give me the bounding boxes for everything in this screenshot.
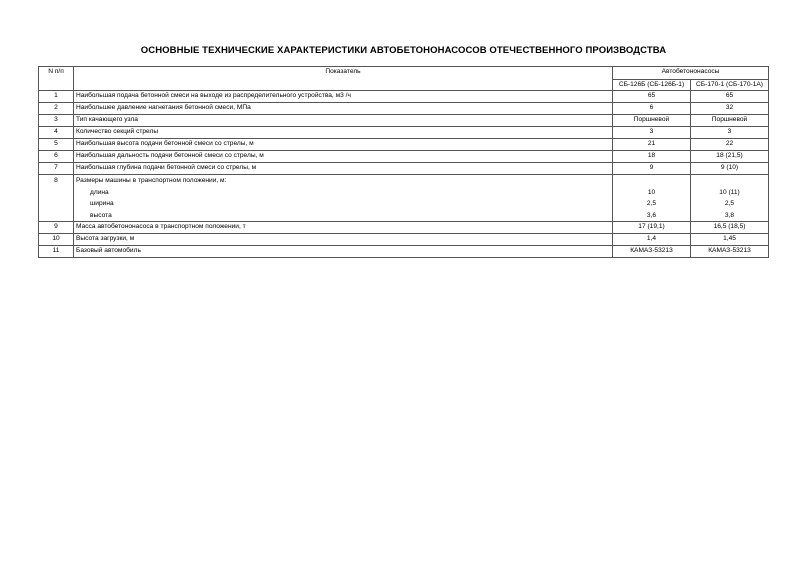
row-value-1: Поршневой [613,115,691,127]
table-row [39,163,769,175]
row-name: Базовый автомобиль [74,246,613,258]
row-name: Наибольшая глубина подачи бетонной смеси со стрелы, м [74,163,613,175]
row-value-1: 21 [613,139,691,151]
row-num: 5 [39,139,74,151]
row-value-2: 16,5 (18,5) [691,222,769,234]
table-row [39,115,769,127]
sub-item-length: длина [90,188,109,196]
table-row [39,139,769,151]
width-value-1: 2,5 [646,200,657,207]
row-value-2: 65 [691,91,769,103]
row-num: 8 [39,175,74,222]
row-value-1: 18 [613,151,691,163]
row-value-1 [613,175,691,222]
row-name: Высота загрузки, м [74,234,613,246]
spec-table [38,66,769,258]
row-value-2 [691,175,769,222]
row-value-2: 1,45 [691,234,769,246]
row-value-2: 9 (10) [691,163,769,175]
row-name: Количество секций стрелы [74,127,613,139]
row-value-1: 9 [613,163,691,175]
row-num: 7 [39,163,74,175]
row-name: Масса автобетононасоса в транспортном положении, т [74,222,613,234]
row-name: Наибольшая высота подачи бетонной смеси со стрелы, м [74,139,613,151]
row-num: 9 [39,222,74,234]
header-group: Автобетононасосы [613,67,769,80]
header-num: N п/п [39,67,74,91]
height-value-1: 3,6 [646,211,657,219]
sub-item-width: ширина [90,200,114,207]
row-num: 1 [39,91,74,103]
row-value-2: 18 (21,5) [691,151,769,163]
row-value-2: 22 [691,139,769,151]
length-value-2: 10 (11) [719,188,740,196]
row-value-1: 65 [613,91,691,103]
table-row [39,246,769,258]
row-num: 11 [39,246,74,258]
table-row [39,127,769,139]
height-value-2: 3,8 [724,211,735,219]
row-value-1: 1,4 [613,234,691,246]
row-name: Наибольшее давление нагнетания бетонной смеси, МПа [74,103,613,115]
row-num: 3 [39,115,74,127]
row-name: Наибольшая подача бетонной смеси на выходе из распределительного устройства, м3 /ч [74,91,613,103]
length-value-1: 10 [647,188,656,196]
dimensions-label: Размеры машины в транспортном положении, м: [76,177,227,184]
row-value-1: 17 (19,1) [613,222,691,234]
row-num: 6 [39,151,74,163]
row-value-1: 3 [613,127,691,139]
table-row [39,103,769,115]
table-row [39,222,769,234]
row-name [74,175,613,222]
width-value-2: 2,5 [724,200,735,207]
row-value-2: 32 [691,103,769,115]
row-num: 2 [39,103,74,115]
table-row [39,234,769,246]
header-model-2: СБ-170-1 (СБ-170-1А) [691,80,769,91]
row-value-1: КАМАЗ-53213 [613,246,691,258]
row-value-2: 3 [691,127,769,139]
row-num: 10 [39,234,74,246]
row-name: Тип качающего узла [74,115,613,127]
table-row-dimensions [39,175,769,222]
table-header-row [39,67,769,80]
row-name: Наибольшая дальность подачи бетонной смеси со стрелы, м [74,151,613,163]
row-value-1: 6 [613,103,691,115]
table-row [39,91,769,103]
row-value-2: КАМАЗ-53213 [691,246,769,258]
header-model-1: СБ-126Б (СБ-126Б-1) [613,80,691,91]
row-num: 4 [39,127,74,139]
header-indicator: Показатель [74,67,613,91]
row-value-2: Поршневой [691,115,769,127]
sub-item-height: высота [90,211,112,219]
page-title: ОСНОВНЫЕ ТЕХНИЧЕСКИЕ ХАРАКТЕРИСТИКИ АВТОБЕТОНОНАСОСОВ ОТЕЧЕСТВЕННОГО ПРОИЗВОДСТВА [140,45,667,56]
table-row [39,151,769,163]
